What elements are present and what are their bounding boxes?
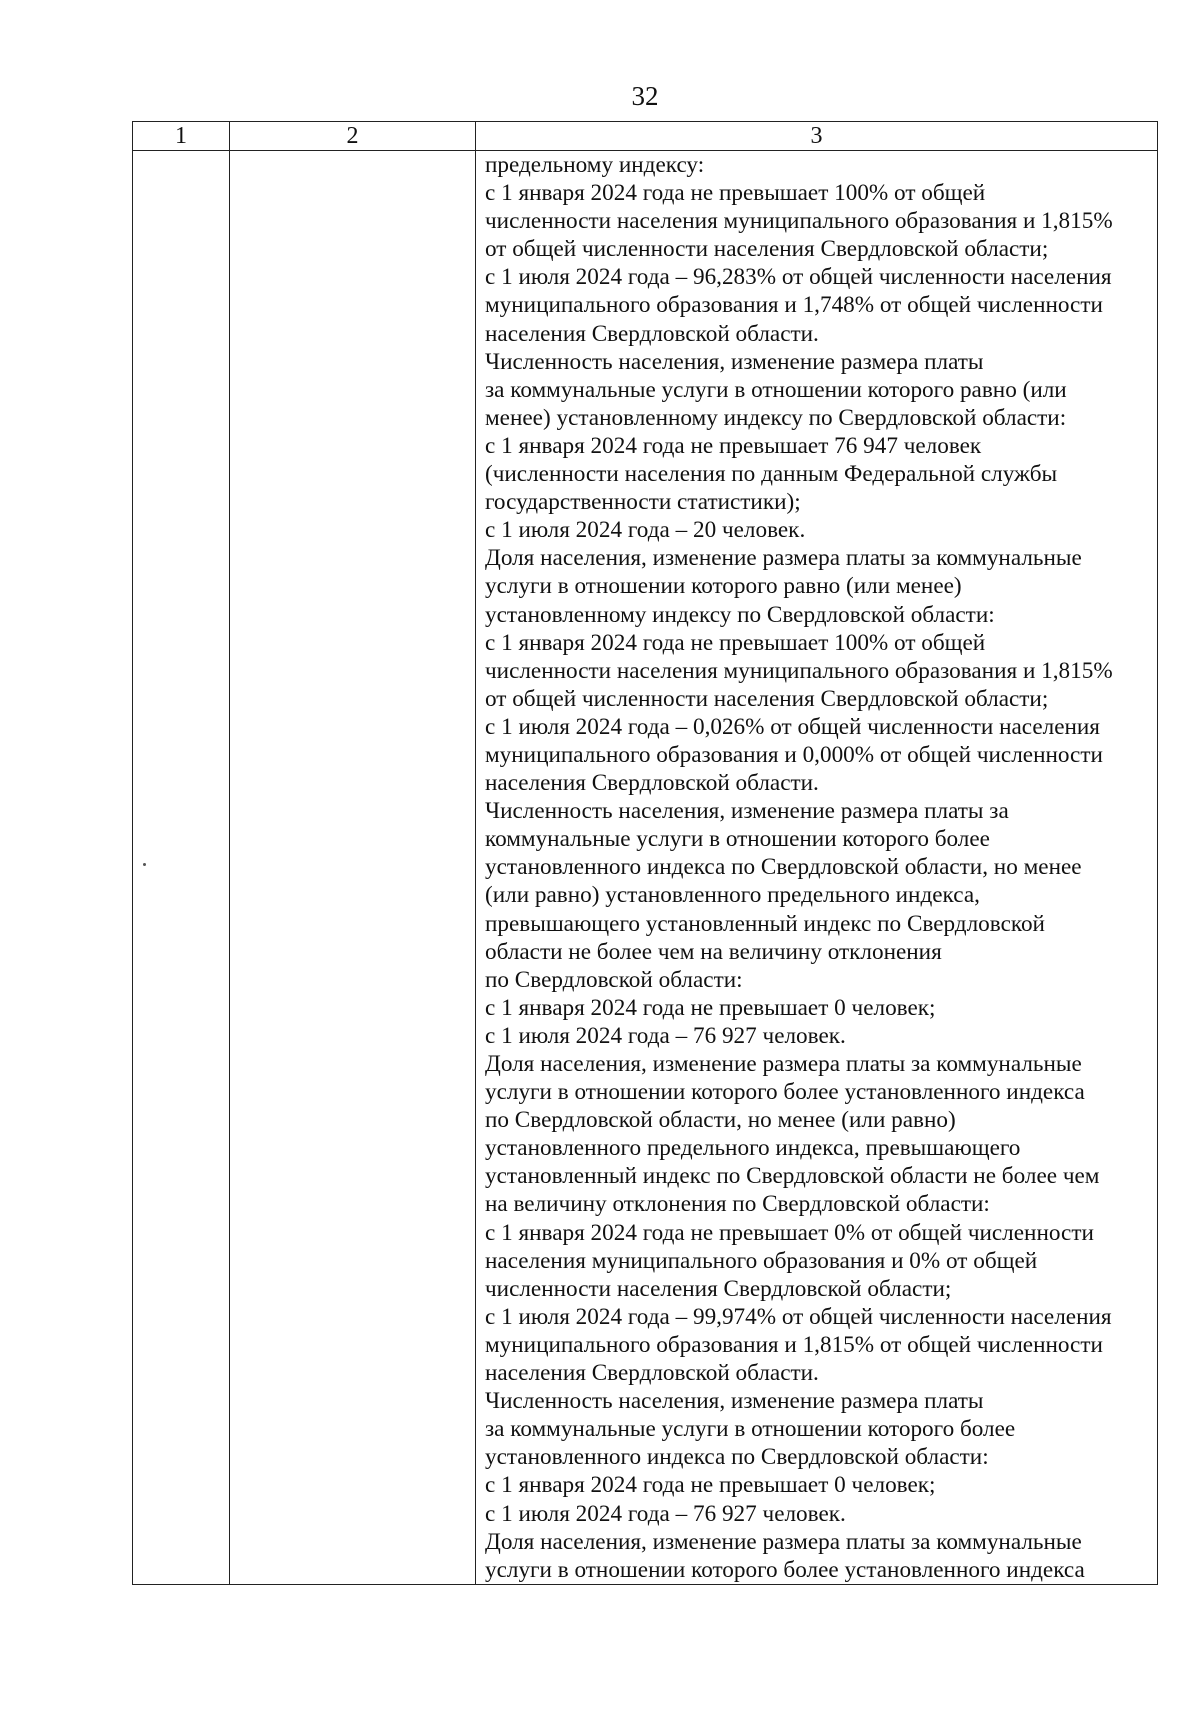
text-line: с 1 июля 2024 года – 96,283% от общей численности населения — [485, 264, 1112, 291]
text-line: услуги в отношении которого более установленного индекса — [485, 1079, 1085, 1106]
text-line: населения муниципального образования и 0% от общей — [485, 1247, 1038, 1274]
scan-speck — [143, 863, 146, 866]
text-line: с 1 января 2024 года не превышает 0% от общей численности — [485, 1219, 1094, 1246]
text-line: от общей численности населения Свердловской области; — [485, 236, 1049, 263]
text-line: установленный индекс по Свердловской области не более чем — [485, 1163, 1100, 1190]
text-line: численности населения Свердловской области; — [485, 1275, 952, 1302]
text-line: области не более чем на величину отклонения — [485, 938, 942, 965]
text-line: с 1 июля 2024 года – 0,026% от общей численности населения — [485, 713, 1100, 740]
text-line: с 1 января 2024 года не превышает 100% от общей — [485, 180, 986, 207]
document-table — [132, 121, 1158, 1585]
column-2-cell — [230, 151, 476, 1585]
text-line: муниципального образования и 1,815% от общей численности — [485, 1331, 1103, 1358]
text-line: населения Свердловской области. — [485, 320, 819, 347]
text-line: от общей численности населения Свердловской области; — [485, 685, 1049, 712]
text-line: с 1 июля 2024 года – 76 927 человек. — [485, 1022, 846, 1049]
text-line: с 1 января 2024 года не превышает 0 человек; — [485, 1472, 936, 1499]
text-line: населения Свердловской области. — [485, 770, 819, 797]
text-line: установленному индексу по Свердловской области: — [485, 601, 995, 628]
text-line: с 1 июля 2024 года – 99,974% от общей численности населения — [485, 1303, 1112, 1330]
text-line: с 1 января 2024 года не превышает 0 человек; — [485, 994, 936, 1021]
text-line: по Свердловской области: — [485, 966, 743, 993]
text-line: предельному индексу: — [485, 152, 705, 178]
text-line: Численность населения, изменение размера платы — [485, 1388, 984, 1415]
text-line: Численность населения, изменение размера платы за — [485, 798, 1009, 825]
text-line: установленного индекса по Свердловской области: — [485, 1444, 989, 1471]
text-line: установленного предельного индекса, превышающего — [485, 1135, 1021, 1162]
text-line: муниципального образования и 1,748% от общей численности — [485, 292, 1103, 319]
text-line: за коммунальные услуги в отношении которого более — [485, 1416, 1016, 1443]
text-line: с 1 июля 2024 года – 20 человек. — [485, 517, 806, 544]
text-line: менее) установленному индексу по Свердловской области: — [485, 404, 1067, 431]
text-line: с 1 января 2024 года не превышает 76 947 человек — [485, 432, 982, 459]
text-line: на величину отклонения по Свердловской области: — [485, 1191, 990, 1218]
text-line: Доля населения, изменение размера платы за коммунальные — [485, 1528, 1082, 1555]
text-line: Численность населения, изменение размера платы — [485, 348, 984, 375]
text-line: коммунальные услуги в отношении которого более — [485, 826, 990, 853]
content-text — [485, 151, 1151, 1584]
text-line: (или равно) установленного предельного индекса, — [485, 882, 980, 909]
text-line: (численности населения по данным Федеральной службы — [485, 461, 1058, 488]
text-line: с 1 июля 2024 года – 76 927 человек. — [485, 1500, 846, 1527]
text-line: Доля населения, изменение размера платы за коммунальные — [485, 545, 1082, 572]
table-header-row — [133, 122, 1158, 151]
page-number: 32 — [631, 81, 659, 111]
column-1-cell — [133, 151, 230, 1585]
text-line: установленного индекса по Свердловской области, но менее — [485, 854, 1082, 881]
text-line: Доля населения, изменение размера платы за коммунальные — [485, 1051, 1082, 1077]
text-line: с 1 января 2024 года не превышает 100% от общей — [485, 629, 986, 656]
text-line: за коммунальные услуги в отношении которого равно (или — [485, 376, 1067, 403]
text-line: численности населения муниципального образования и 1,815% — [485, 657, 1113, 684]
column-header-3: 3 — [476, 122, 1158, 151]
column-header-1: 1 — [133, 122, 230, 151]
text-line: по Свердловской области, но менее (или равно) — [485, 1107, 956, 1134]
text-line: услуги в отношении которого более установленного индекса — [485, 1556, 1085, 1583]
text-line: превышающего установленный индекс по Свердловской — [485, 910, 1045, 937]
text-line: государственности статистики); — [485, 489, 801, 516]
text-line: муниципального образования и 0,000% от общей численности — [485, 741, 1103, 768]
text-line: услуги в отношении которого равно (или менее) — [485, 573, 962, 600]
table-row — [133, 151, 1158, 1585]
column-3-cell — [476, 151, 1158, 1585]
column-header-2: 2 — [230, 122, 476, 151]
text-line: населения Свердловской области. — [485, 1360, 819, 1387]
text-line: численности населения муниципального образования и 1,815% — [485, 208, 1113, 235]
